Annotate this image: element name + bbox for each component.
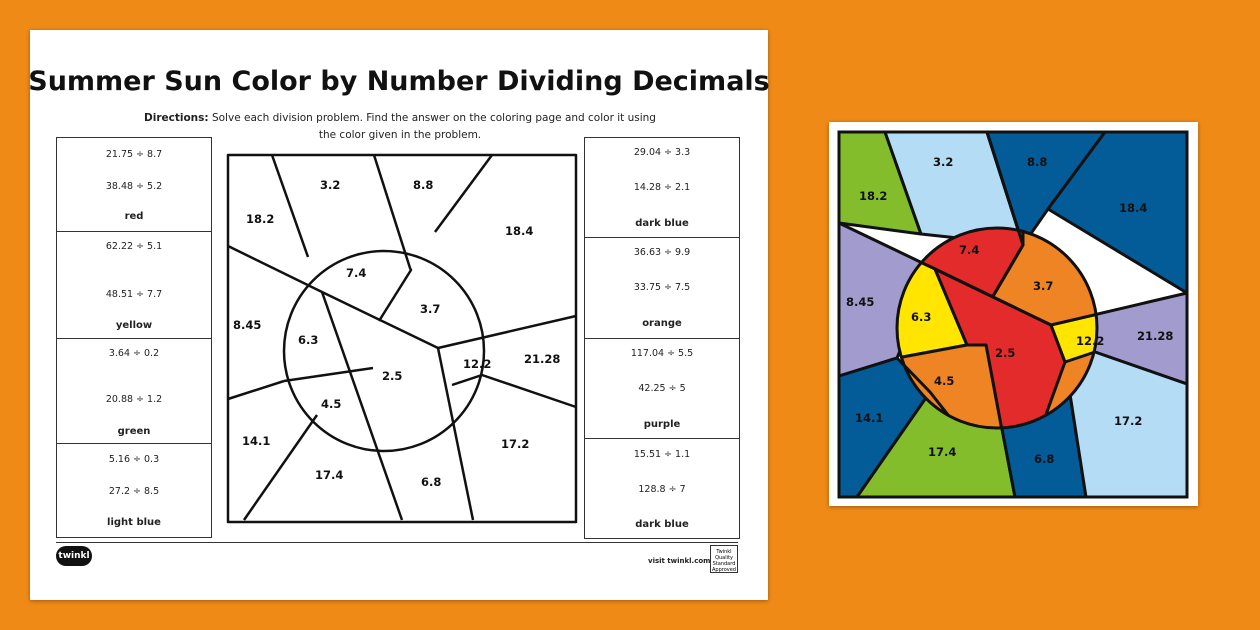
problem: 3.64 ÷ 0.2: [108, 348, 160, 359]
region-label: 12.2: [1076, 334, 1105, 348]
colored-grid-svg: [837, 130, 1189, 500]
region-label: 14.1: [855, 411, 884, 425]
directions-text: Solve each division problem. Find the answer on the coloring page and color it using the color given in the problem.: [211, 112, 656, 141]
right-problem-column: [584, 137, 740, 539]
region-label: 8.8: [1027, 155, 1048, 169]
region-label: 3.7: [420, 302, 441, 316]
problem-box-green: [57, 339, 211, 444]
region-label: 18.4: [505, 224, 534, 238]
region-label: 18.2: [859, 189, 888, 203]
color-label: light blue: [107, 517, 161, 528]
problem: 48.51 ÷ 7.7: [105, 289, 163, 300]
color-label: dark blue: [635, 218, 689, 229]
problem-box-red: [57, 138, 211, 232]
problem: 15.51 ÷ 1.1: [633, 449, 691, 460]
problem: 38.48 ÷ 5.2: [105, 181, 163, 192]
coloring-grid: [226, 153, 578, 529]
region-label: 4.5: [321, 397, 342, 411]
coloring-grid-svg: [226, 153, 578, 525]
region-label: 17.4: [315, 468, 344, 482]
region-label: 8.8: [413, 178, 434, 192]
region-label: 2.5: [382, 369, 403, 383]
problem: 21.75 ÷ 8.7: [105, 149, 163, 160]
problem: 14.28 ÷ 2.1: [633, 182, 691, 193]
color-label: green: [117, 426, 151, 437]
twinkl-logo: twinkl: [56, 546, 92, 566]
problem-box-orange: [585, 238, 739, 339]
region-label: 3.7: [1033, 279, 1054, 293]
problem-box-yellow: [57, 232, 211, 339]
directions-label: Directions:: [144, 112, 209, 124]
color-label: red: [124, 211, 144, 222]
problem: 20.88 ÷ 1.2: [105, 394, 163, 405]
color-label: dark blue: [635, 519, 689, 530]
problem: 36.63 ÷ 9.9: [633, 247, 691, 258]
region-label: 18.2: [246, 212, 275, 226]
region-label: 6.8: [421, 475, 442, 489]
region-label: 3.2: [933, 155, 954, 169]
problem-box-dark-blue-2: [585, 439, 739, 539]
region-label: 2.5: [995, 346, 1016, 360]
badge-text: Twinkl Quality Standard Approved: [712, 549, 736, 573]
region-label: 3.2: [320, 178, 341, 192]
problem: 117.04 ÷ 5.5: [630, 348, 694, 359]
problem: 33.75 ÷ 7.5: [633, 282, 691, 293]
region-label: 12.2: [463, 357, 492, 371]
region-label: 14.1: [242, 434, 271, 448]
problem: 62.22 ÷ 5.1: [105, 241, 163, 252]
problem: 128.8 ÷ 7: [638, 484, 686, 495]
color-label: purple: [643, 419, 681, 430]
region-label: 21.28: [1137, 329, 1174, 343]
quality-badge: [710, 545, 738, 573]
problem: 42.25 ÷ 5: [638, 383, 686, 394]
problem-box-dark-blue: [585, 138, 739, 238]
footer-divider: [56, 542, 738, 543]
problem: 5.16 ÷ 0.3: [108, 454, 160, 465]
region-label: 8.45: [846, 295, 875, 309]
problem-box-purple: [585, 339, 739, 439]
worksheet-page: [30, 30, 768, 600]
region-label: 7.4: [346, 266, 367, 280]
directions: [140, 110, 660, 144]
region-label: 21.28: [524, 352, 561, 366]
region-label: 6.8: [1034, 452, 1055, 466]
region-label: 4.5: [934, 374, 955, 388]
region-label: 8.45: [233, 318, 262, 332]
region-label: 17.2: [501, 437, 530, 451]
region-label: 6.3: [298, 333, 319, 347]
region-label: 17.2: [1114, 414, 1143, 428]
colored-example-card: [829, 122, 1198, 506]
region-label: 17.4: [928, 445, 957, 459]
problem: 27.2 ÷ 8.5: [108, 486, 160, 497]
region-label: 7.4: [959, 243, 980, 257]
color-label: yellow: [115, 320, 153, 331]
worksheet-title: Summer Sun Color by Number Dividing Decimals: [28, 66, 770, 97]
grid-regions: [228, 155, 576, 522]
footer-url: visit twinkl.com: [648, 557, 711, 565]
region-label: 18.4: [1119, 201, 1148, 215]
color-label: orange: [642, 318, 682, 329]
region-label: 6.3: [911, 310, 932, 324]
left-problem-column: [56, 137, 212, 538]
problem: 29.04 ÷ 3.3: [633, 147, 691, 158]
problem-box-light-blue: [57, 444, 211, 538]
